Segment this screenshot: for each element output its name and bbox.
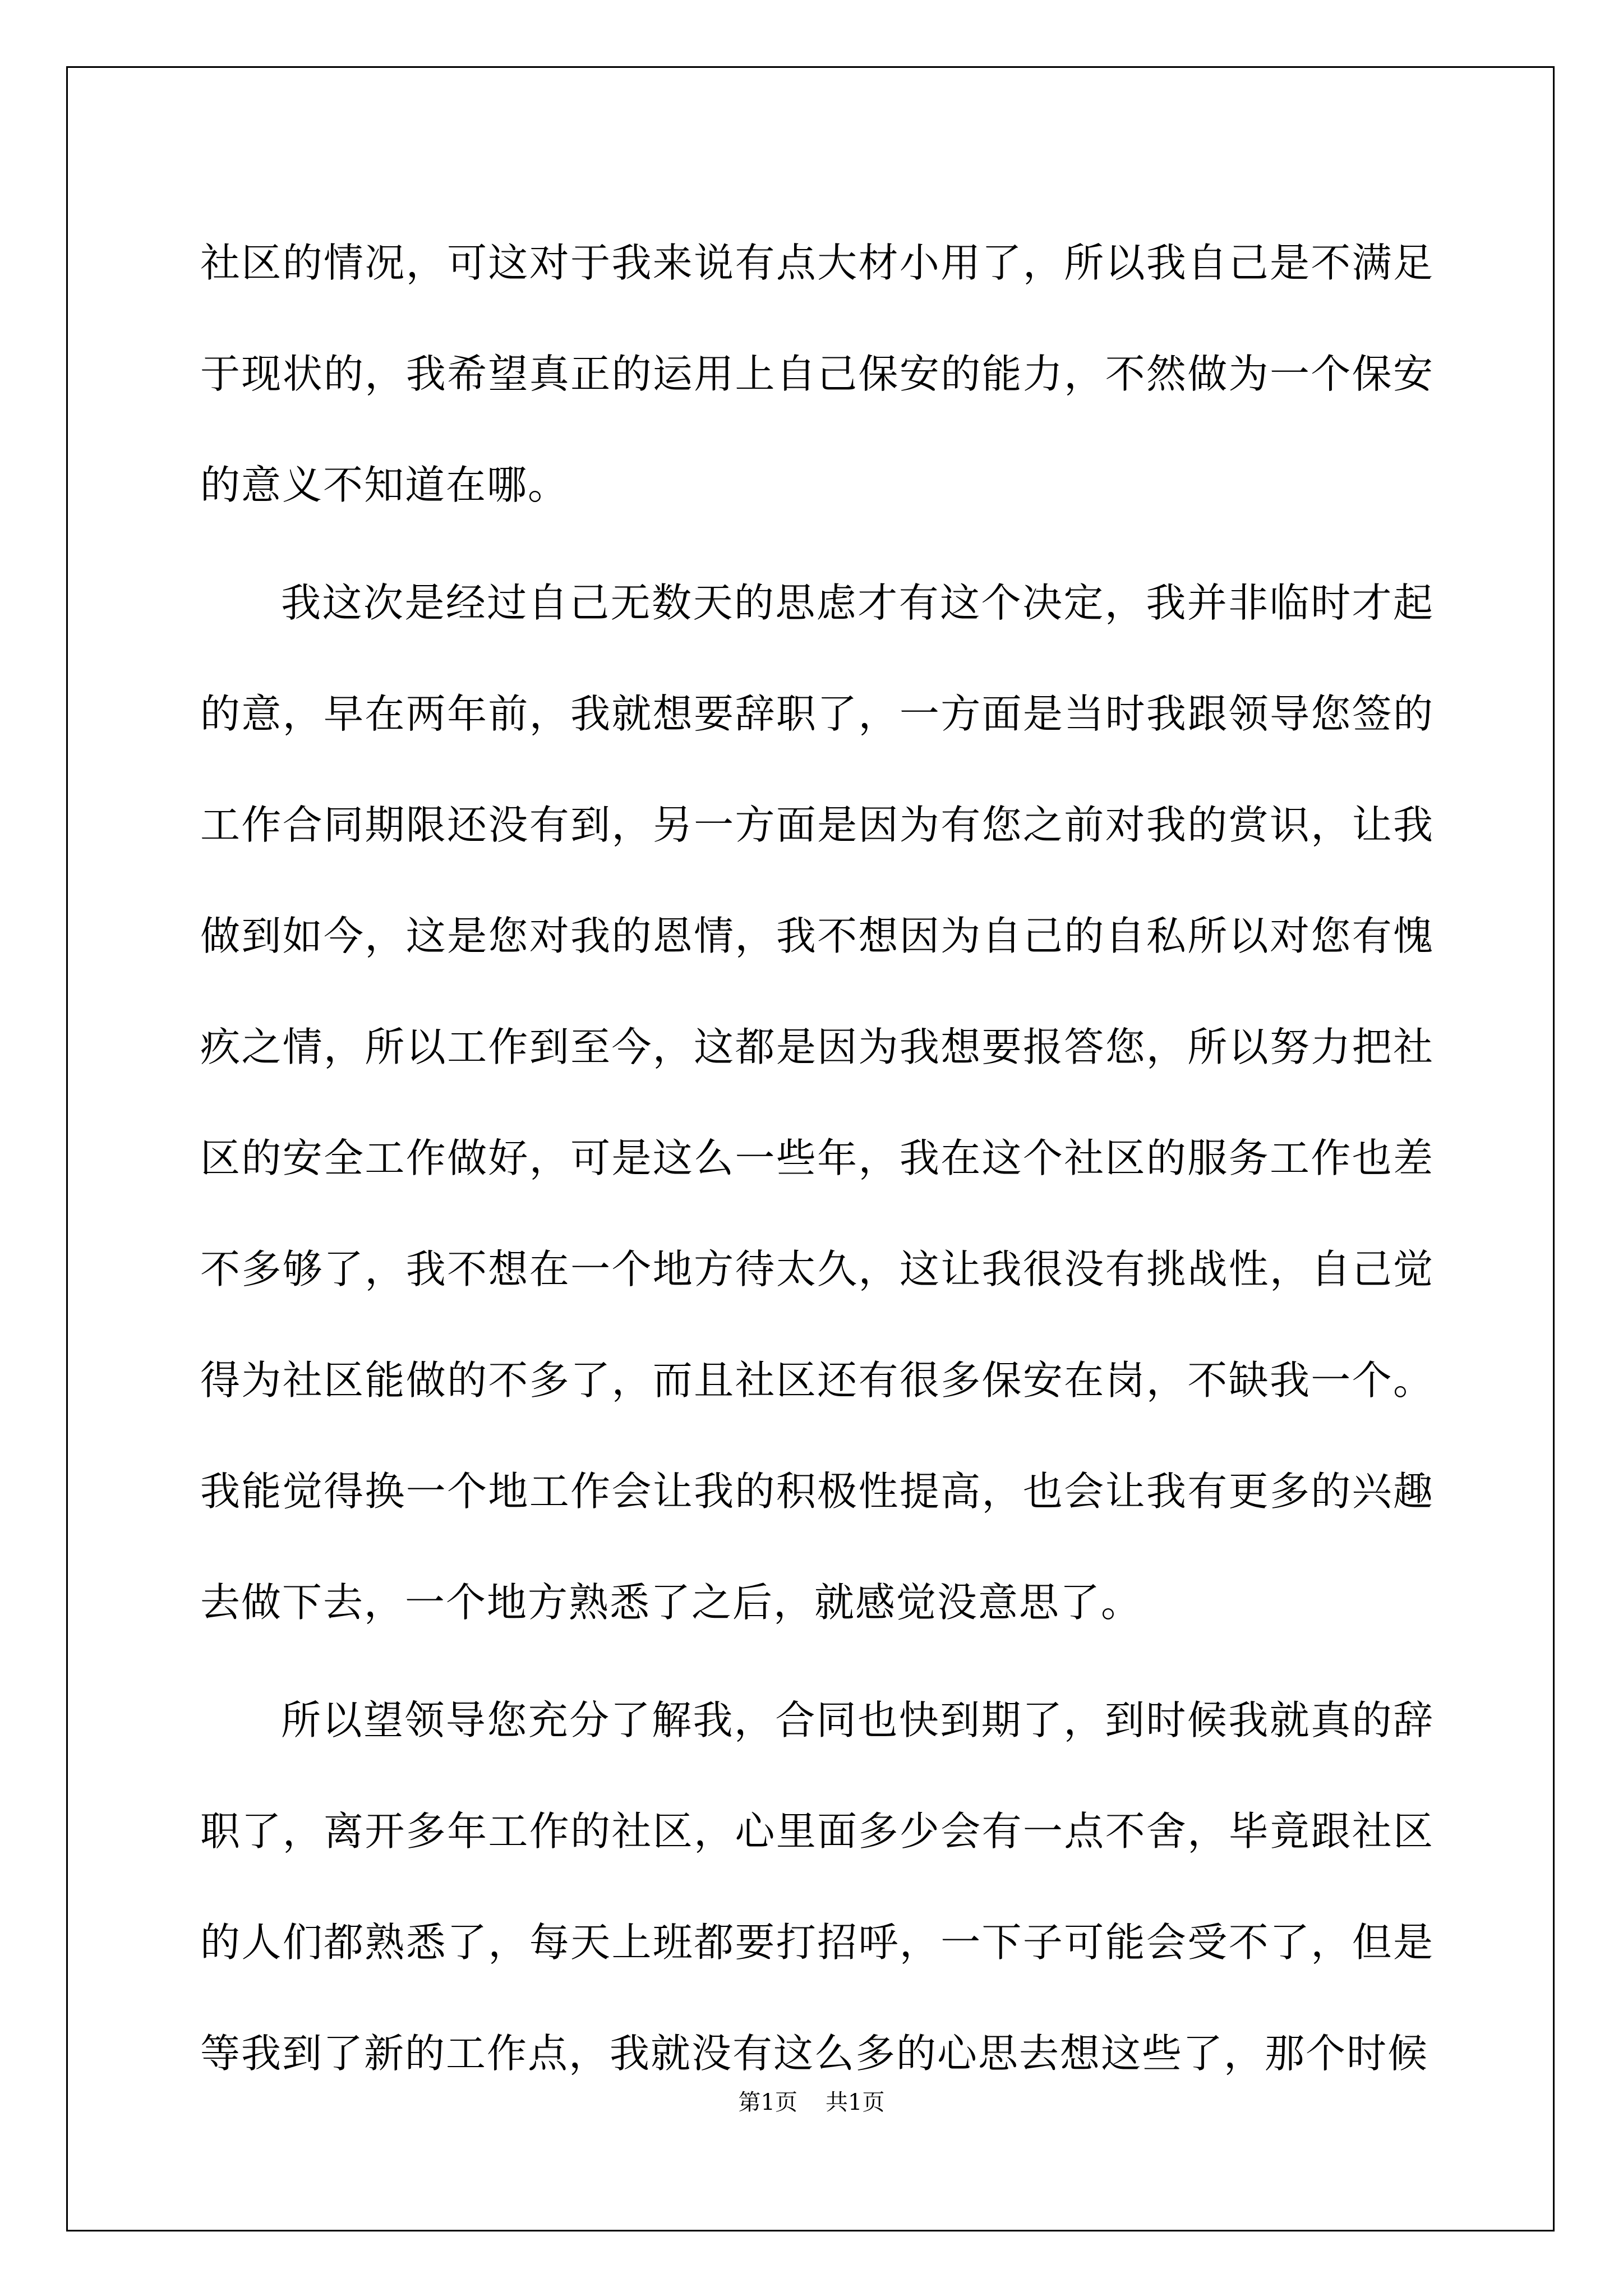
paragraph xyxy=(200,1665,1434,2109)
paragraph xyxy=(200,547,1434,1658)
text-line: 的意，早在两年前，我就想要辞职了，一方面是当时我跟领导您签的 xyxy=(200,691,1434,737)
text-line: 社区的情况，可这对于我来说有点大材小用了，所以我自己是不满足 xyxy=(200,240,1434,286)
text-line: 于现状的，我希望真正的运用上自己保安的能力，不然做为一个保安 xyxy=(200,351,1434,397)
text-line: 的人们都熟悉了，每天上班都要打招呼，一下子可能会受不了，但是 xyxy=(200,1919,1434,1966)
text-line: 得为社区能做的不多了，而且社区还有很多保安在岗，不缺我一个。 xyxy=(200,1357,1434,1404)
paragraph xyxy=(200,208,1434,541)
page-number: 第1页 xyxy=(738,2090,797,2115)
text-line: 职了，离开多年工作的社区，心里面多少会有一点不舍，毕竟跟社区 xyxy=(200,1808,1434,1855)
text-line: 做到如今，这是您对我的恩情，我不想因为自己的自私所以对您有愧 xyxy=(200,913,1434,959)
text-line: 等我到了新的工作点，我就没有这么多的心思去想这些了，那个时候 xyxy=(200,2030,1429,2077)
paragraph-gap xyxy=(200,541,1434,547)
text-line: 的意义不知道在哪。 xyxy=(200,462,569,508)
document-body xyxy=(200,208,1434,2109)
page-footer xyxy=(0,2086,1623,2119)
text-line: 所以望领导您充分了解我，合同也快到期了，到时候我就真的辞 xyxy=(281,1697,1434,1743)
text-line: 区的安全工作做好，可是这么一些年，我在这个社区的服务工作也差 xyxy=(200,1135,1434,1181)
text-line: 我能觉得换一个地工作会让我的积极性提高，也会让我有更多的兴趣 xyxy=(200,1468,1434,1515)
text-line: 工作合同期限还没有到，另一方面是因为有您之前对我的赏识，让我 xyxy=(200,802,1434,848)
page-total: 共1页 xyxy=(826,2090,885,2115)
text-line: 不多够了，我不想在一个地方待太久，这让我很没有挑战性，自己觉 xyxy=(200,1246,1434,1292)
paragraph-gap xyxy=(200,1658,1434,1665)
text-line: 我这次是经过自己无数天的思虑才有这个决定，我并非临时才起 xyxy=(281,579,1434,626)
text-line: 去做下去，一个地方熟悉了之后，就感觉没意思了。 xyxy=(200,1579,1142,1626)
text-line: 疚之情，所以工作到至今，这都是因为我想要报答您，所以努力把社 xyxy=(200,1024,1434,1070)
